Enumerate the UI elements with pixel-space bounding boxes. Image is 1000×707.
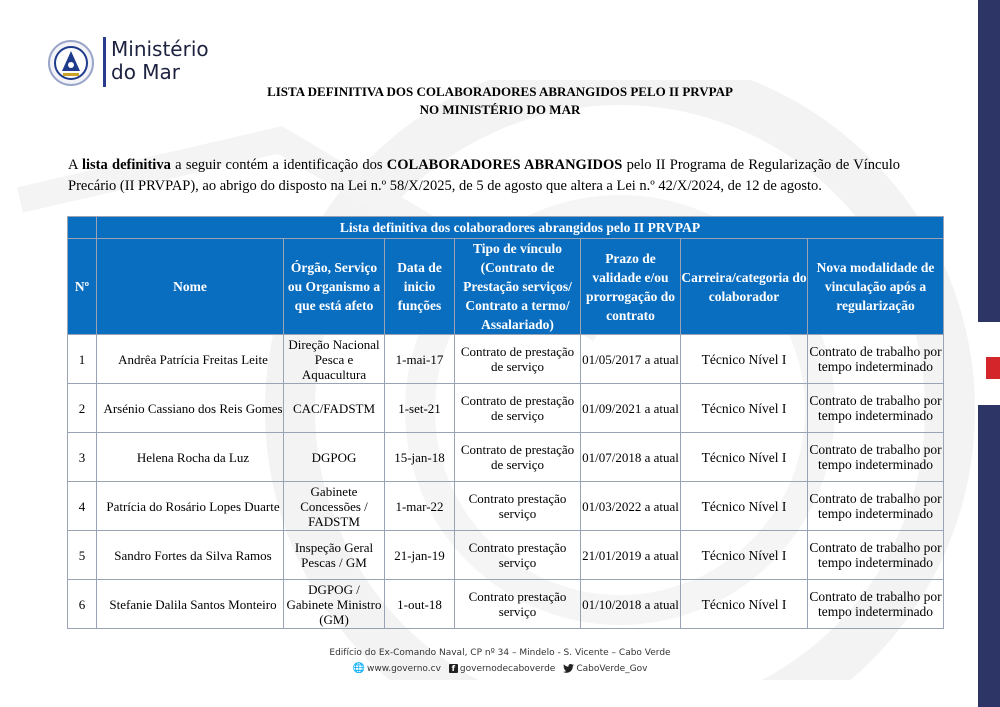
cell-tipo: Contrato de prestação de serviço	[455, 433, 581, 482]
cell-tipo: Contrato prestação serviço	[455, 531, 581, 580]
cell-data: 1-out-18	[385, 580, 455, 629]
cell-num: 5	[68, 531, 97, 580]
cell-nome: Andrêa Patrícia Freitas Leite	[97, 335, 284, 384]
cell-nome: Arsénio Cassiano dos Reis Gomes	[97, 384, 284, 433]
edge-bar-red	[986, 357, 1000, 379]
cell-tipo: Contrato de prestação de serviço	[455, 335, 581, 384]
cell-carreira: Técnico Nível I	[681, 531, 808, 580]
coat-of-arms-icon	[47, 39, 95, 87]
logo-divider	[103, 37, 106, 87]
cell-data: 1-set-21	[385, 384, 455, 433]
intro-text-2: a seguir contém a identificação dos	[170, 156, 387, 173]
footer-facebook[interactable]	[449, 664, 555, 674]
footer-twitter-text: CaboVerde_Gov	[576, 663, 648, 674]
footer-address: Edifício do Ex-Comando Naval, CP nº 34 – Mindelo - S. Vicente – Cabo Verde	[329, 648, 671, 658]
table-row	[68, 482, 944, 531]
cell-carreira: Técnico Nível I	[681, 580, 808, 629]
cell-prazo: 01/07/2018 a atual	[581, 433, 681, 482]
header-data: Data de inicio funções	[385, 239, 455, 335]
logo-line1: Ministério	[111, 37, 209, 61]
cell-prazo: 01/10/2018 a atual	[581, 580, 681, 629]
cell-orgao: Inspeção Geral Pescas / GM	[284, 531, 385, 580]
intro-text-1: A	[68, 156, 82, 173]
cell-data: 15-jan-18	[385, 433, 455, 482]
footer-links	[0, 663, 1000, 674]
edge-bar-navy-bottom	[978, 405, 1000, 707]
header-prazo: Prazo de validade e/ou prorrogação do contrato	[581, 239, 681, 335]
cell-orgao: Gabinete Concessões / FADSTM	[284, 482, 385, 531]
table-row	[68, 580, 944, 629]
cell-num: 4	[68, 482, 97, 531]
cell-num: 3	[68, 433, 97, 482]
header-orgao: Órgão, Serviço ou Organismo a que está afeto	[284, 239, 385, 335]
logo-text	[111, 38, 209, 84]
cell-orgao: Direção Nacional Pesca e Aquacultura	[284, 335, 385, 384]
footer-facebook-text: governodecaboverde	[459, 663, 556, 674]
cell-tipo: Contrato prestação serviço	[455, 482, 581, 531]
document-title: LISTA DEFINITIVA DOS COLABORADORES ABRANGIDOS PELO II PRVPAP	[267, 84, 733, 99]
header-num: Nº	[68, 239, 97, 335]
table-row	[68, 335, 944, 384]
cell-nova: Contrato de trabalho por tempo indeterminado	[808, 433, 944, 482]
cell-nome: Patrícia do Rosário Lopes Duarte	[97, 482, 284, 531]
cell-carreira: Técnico Nível I	[681, 335, 808, 384]
header-nome: Nome	[97, 239, 284, 335]
cell-orgao: DGPOG	[284, 433, 385, 482]
table-row	[68, 531, 944, 580]
footer-twitter[interactable]	[563, 664, 647, 674]
intro-paragraph	[68, 155, 900, 197]
cell-data: 1-mai-17	[385, 335, 455, 384]
footer-website-text: www.governo.cv	[366, 663, 441, 674]
intro-bold-2: COLABORADORES ABRANGIDOS	[386, 156, 623, 173]
cell-data: 21-jan-19	[385, 531, 455, 580]
globe-icon: 🌐	[352, 663, 365, 674]
header-nova: Nova modalidade de vinculação após a regularização	[808, 239, 944, 335]
header-carreira: Carreira/categoria do colaborador	[681, 239, 808, 335]
cell-orgao: DGPOG / Gabinete Ministro (GM)	[284, 580, 385, 629]
cell-nome: Stefanie Dalila Santos Monteiro	[97, 580, 284, 629]
caption-spacer	[68, 217, 97, 239]
logo-line2: do Mar	[111, 60, 181, 84]
cell-tipo: Contrato de prestação de serviço	[455, 384, 581, 433]
cell-nova: Contrato de trabalho por tempo indeterminado	[808, 531, 944, 580]
footer-website[interactable]	[353, 663, 441, 674]
cell-carreira: Técnico Nível I	[681, 482, 808, 531]
cell-carreira: Técnico Nível I	[681, 384, 808, 433]
cell-num: 6	[68, 580, 97, 629]
cell-data: 1-mar-22	[385, 482, 455, 531]
cell-num: 1	[68, 335, 97, 384]
edge-bar-navy-top	[978, 0, 1000, 322]
cell-nova: Contrato de trabalho por tempo indeterminado	[808, 384, 944, 433]
intro-text-3: pelo II Programa de Regularização de Vínculo Precário (II PRVPAP), ao abrigo do disposto na Lei n.º 58/X/2025, de 5 de agosto que altera a Lei n.º 42/X/2024, de 12 de agosto.	[68, 156, 900, 194]
table-caption: Lista definitiva dos colaboradores abrangidos pelo II PRVPAP	[97, 217, 944, 239]
cell-prazo: 01/05/2017 a atual	[581, 335, 681, 384]
cell-prazo: 21/01/2019 a atual	[581, 531, 681, 580]
facebook-icon: f	[449, 664, 458, 673]
header-tipo: Tipo de vínculo (Contrato de Prestação serviços/ Contrato a termo/ Assalariado)	[455, 239, 581, 335]
cell-nova: Contrato de trabalho por tempo indeterminado	[808, 482, 944, 531]
ministry-logo	[47, 37, 207, 87]
cell-nova: Contrato de trabalho por tempo indeterminado	[808, 580, 944, 629]
cell-carreira: Técnico Nível I	[681, 433, 808, 482]
table-row	[68, 433, 944, 482]
twitter-icon	[563, 664, 574, 673]
cell-nome: Helena Rocha da Luz	[97, 433, 284, 482]
cell-tipo: Contrato prestação serviço	[455, 580, 581, 629]
cell-num: 2	[68, 384, 97, 433]
document-subtitle: NO MINISTÉRIO DO MAR	[419, 102, 581, 117]
table-row	[68, 384, 944, 433]
cell-prazo: 01/03/2022 a atual	[581, 482, 681, 531]
colaboradores-table	[67, 216, 944, 629]
cell-orgao: CAC/FADSTM	[284, 384, 385, 433]
cell-prazo: 01/09/2021 a atual	[581, 384, 681, 433]
cell-nova: Contrato de trabalho por tempo indeterminado	[808, 335, 944, 384]
cell-nome: Sandro Fortes da Silva Ramos	[97, 531, 284, 580]
intro-bold-1: lista definitiva	[81, 156, 171, 173]
